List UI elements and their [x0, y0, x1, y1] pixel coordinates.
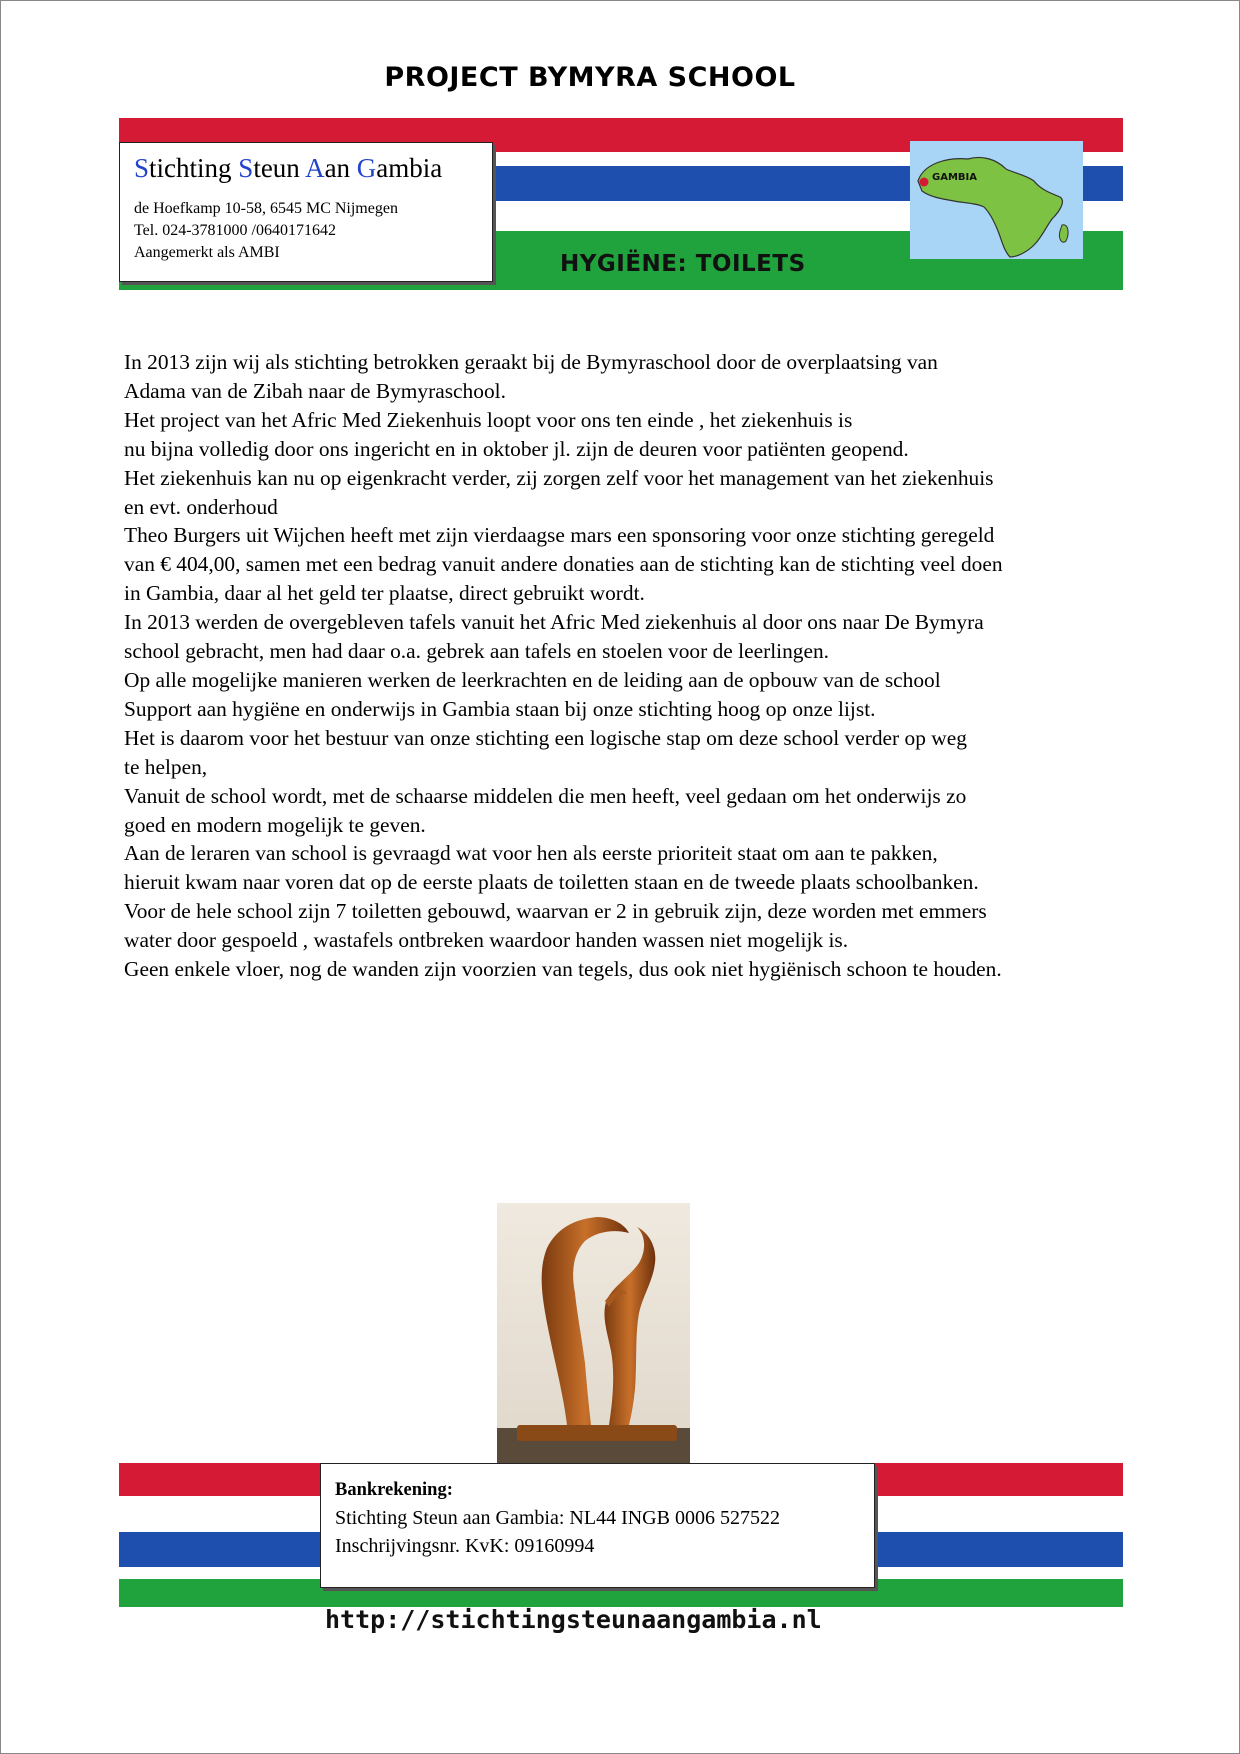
organization-card	[119, 142, 493, 282]
africa-map	[910, 141, 1083, 259]
body-text-line: goed en modern mogelijk te geven.	[124, 812, 426, 837]
bank-details-card	[320, 1463, 875, 1588]
body-text-line: Het project van het Afric Med Ziekenhuis loopt voor ons ten einde , het ziekenhuis is	[124, 407, 853, 432]
body-text-line: nu bijna volledig door ons ingericht en in oktober jl. zijn de deuren voor patiënten geopend.	[124, 436, 909, 461]
org-name-part: teun	[253, 153, 306, 183]
organization-phone: Tel. 024-3781000 /0640171642	[134, 222, 336, 239]
org-name-initial: A	[305, 153, 325, 183]
africa-map-icon	[910, 141, 1083, 259]
body-text-line: Geen enkele vloer, nog de wanden zijn voorzien van tegels, dus ook niet hygiënisch schoon te houden.	[124, 957, 1002, 982]
body-text-line: in Gambia, daar al het geld ter plaatse, direct gebruikt wordt.	[124, 581, 645, 606]
organization-status: Aangemerkt als AMBI	[134, 244, 280, 261]
body-text-line: Op alle mogelijke manieren werken de leerkrachten en de leiding aan de opbouw van de school	[124, 667, 941, 692]
map-label: GAMBIA	[932, 172, 977, 183]
body-text-line: Vanuit de school wordt, met de schaarse middelen die men heeft, veel gedaan om het onderwijs zo	[124, 783, 967, 808]
body-text-line: en evt. onderhoud	[124, 494, 278, 519]
body-text-line: Aan de leraren van school is gevraagd wat voor hen als eerste prioriteit staat om aan te pakken,	[124, 841, 938, 866]
body-text-line: In 2013 werden de overgebleven tafels vanuit het Afric Med ziekenhuis al door ons naar De Bymyra	[124, 610, 984, 635]
organization-name	[134, 153, 478, 184]
body-text-line: In 2013 zijn wij als stichting betrokken geraakt bij de Bymyraschool door de overplaatsing van	[124, 350, 938, 374]
chamber-of-commerce-number: Inschrijvingsnr. KvK: 09160994	[335, 1535, 595, 1557]
article-body	[124, 348, 1164, 984]
body-text-line: Support aan hygiëne en onderwijs in Gambia staan bij onze stichting hoog op onze lijst.	[124, 696, 876, 721]
body-text-line: water door gespoeld , wastafels ontbreken waardoor handen wassen niet mogelijk is.	[124, 928, 849, 953]
bank-title: Bankrekening:	[335, 1480, 453, 1500]
body-text-line: Theo Burgers uit Wijchen heeft met zijn vierdaagse mars een sponsoring voor onze stichting geregeld	[124, 523, 995, 548]
section-heading: HYGIËNE: TOILETS	[560, 251, 806, 277]
body-text-line: te helpen,	[124, 754, 208, 779]
body-text-line: school gebracht, men had daar o.a. gebrek aan tafels en stoelen voor de leerlingen.	[124, 639, 830, 664]
org-name-part: an	[324, 153, 357, 183]
org-name-part: ambia	[376, 153, 443, 183]
website-link[interactable]: http://stichtingsteunaangambia.nl	[325, 1605, 822, 1634]
hands-sculpture-image	[497, 1203, 690, 1465]
org-name-initial: S	[134, 153, 150, 183]
organization-address: de Hoefkamp 10-58, 6545 MC Nijmegen	[134, 200, 398, 217]
body-text-line: hieruit kwam naar voren dat op de eerste plaats de toiletten staan en de tweede plaats schoolbanken.	[124, 870, 979, 895]
body-text-line: Voor de hele school zijn 7 toiletten gebouwd, waarvan er 2 in gebruik zijn, deze worden met emmers	[124, 899, 987, 924]
body-text-line: Het ziekenhuis kan nu op eigenkracht verder, zij zorgen zelf voor het management van het ziekenhuis	[124, 465, 994, 490]
org-name-part: tichting	[149, 153, 239, 183]
bank-account: Stichting Steun aan Gambia: NL44 INGB 0006 527522	[335, 1507, 780, 1529]
document-title: PROJECT BYMYRA SCHOOL	[384, 62, 796, 93]
org-name-initial: G	[356, 153, 377, 183]
body-text-line: Het is daarom voor het bestuur van onze stichting een logische stap om deze school verder op weg	[124, 725, 967, 750]
statue-photo	[497, 1203, 690, 1465]
gambia-marker-icon	[920, 178, 929, 187]
org-name-initial: S	[238, 153, 254, 183]
body-text-line: van € 404,00, samen met een bedrag vanuit andere donaties aan de stichting kan de stichting veel doen	[124, 552, 1003, 577]
body-text-line: Adama van de Zibah naar de Bymyraschool.	[124, 378, 506, 403]
